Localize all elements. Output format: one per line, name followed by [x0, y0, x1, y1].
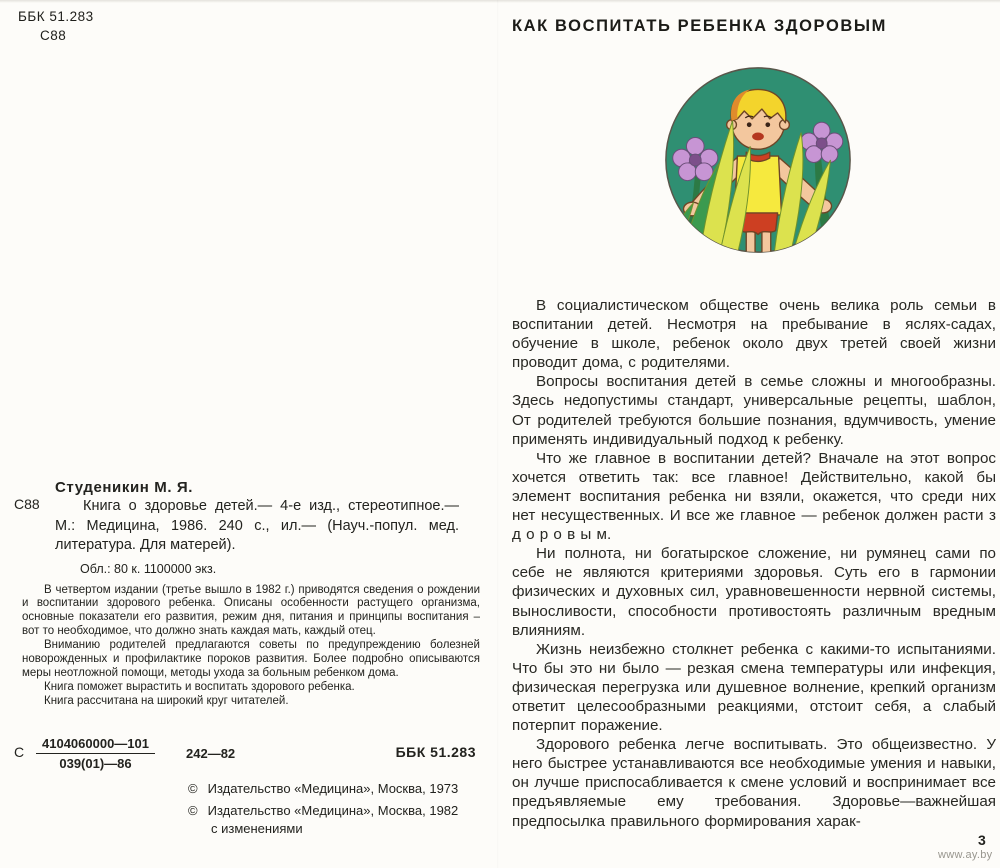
grass-leaf [662, 203, 693, 258]
chapter-title: КАК ВОСПИТАТЬ РЕБЕНКА ЗДОРОВЫМ [512, 17, 887, 35]
copyright-icon: © [188, 803, 198, 818]
body-paragraph: Вопросы воспитания детей в семье сложны и многообразны. Здесь недопустимы стандарт, универсальные рецепты, шаблон, От родителей требуются большие познания, вдумчивость, умение применять индивидуальный подход к ребенку. [512, 373, 996, 448]
copyright-icon: © [188, 781, 198, 796]
copyright-line [188, 781, 458, 796]
body-paragraph: В социалистическом обществе очень велика роль семьи в воспитании детей. Несмотря на пребывание в яслях-садах, обучение в школе, ребенок около двух третей своей жизни проводит дома, с родителями. [512, 297, 996, 372]
copyright-note: с изменениями [211, 821, 303, 836]
copyright-text: Издательство «Медицина», Москва, 1973 [207, 781, 459, 796]
copyright-text: Издательство «Медицина», Москва, 1982 [207, 803, 459, 818]
code-denominator: 039(01)—86 [59, 756, 132, 771]
page-gutter [497, 0, 499, 868]
cover-price-note: Обл.: 80 к. 1100000 экз. [80, 561, 217, 576]
code-prefix: С [14, 744, 25, 760]
annotation-paragraph: В четвертом издании (третье вышло в 1982 г.) приводятся сведения о рождении и воспитании здорового ребенка. Описаны особенности растущего организма, основные показатели его развития, режим дня, питания и принципы воспитания – вот то необходимое, что должно знать каждая мать, каждый отец. [22, 583, 480, 638]
body-paragraph: Ни полнота, ни богатырское сложение, ни румянец сами по себе не являются критериями здоровья. Суть его в гармонии физических и духовных сил, уравновешенности нервной системы, выносливости, способности противостоять различным вредным влияниям. [512, 545, 996, 639]
catalog-entry: Книга о здоровье детей.— 4-е изд., стереотипное.— М.: Медицина, 1986. 240 с., ил.— (Науч.-попул. мед. литература. Для матерей). [55, 498, 459, 553]
code-fraction [36, 736, 155, 771]
code-suffix: 242—82 [186, 746, 236, 761]
body-text [512, 296, 996, 831]
copyright-line [188, 803, 458, 818]
catalog-card [14, 479, 480, 709]
page-number: 3 [978, 832, 986, 848]
bbk-code-bottom: ББК 51.283 [395, 744, 476, 760]
catalog-index: С88 [14, 496, 40, 512]
body-paragraph: Что же главное в воспитании детей? Вначале на этот вопрос хочется ответить так: все главное! Действительно, какой бы элемент воспитания ребенка ни взяли, окажется, что среди них нет несущественных. И все же главное — ребенок должен расти з д о р о в ы м. [512, 449, 996, 544]
boy-illustration [660, 62, 856, 258]
body-paragraph: Жизнь неизбежно столкнет ребенка с какими-то испытаниями. Что бы это ни было — резкая смена температуры или инфекция, физическая перегрузка или душевное волнение, крепкий организм ответит целесообразными реакциями, отстоит себя, а слабый потерпит поражение. [512, 640, 996, 735]
body-paragraph: Здорового ребенка легче воспитывать. Это общеизвестно. У него быстрее устанавливаются все необходимые умения и навыки, он лучше приспосабливается к смене условий и воспринимает все предъявляемые ему требования. Здоровье—важнейшая предпосылка правильного формирования харак- [512, 736, 996, 830]
annotation-paragraph: Вниманию родителей предлагаются советы по предупреждению болезней новорожденных и профилактике пороков развития. Более подробно описываются меры неотложной помощи, методы ухода за больным ребенком дома. [22, 639, 480, 679]
bbk-code: ББК 51.283 [18, 9, 94, 24]
bbk-classification-header [18, 9, 94, 43]
author-sign-code: С88 [40, 28, 67, 43]
annotation-paragraph: Книга поможет вырастить и воспитать здорового ребенка. [44, 680, 355, 693]
catalog-author: Студеникин М. Я. [55, 479, 194, 496]
copyright-block [188, 781, 458, 836]
scan-edge [0, 0, 1000, 3]
annotation-block [22, 584, 480, 709]
annotation-paragraph: Книга рассчитана на широкий круг читателей. [44, 694, 289, 707]
catalog-code-line [14, 736, 480, 772]
watermark: www.ay.by [938, 849, 993, 861]
code-numerator: 4104060000—101 [36, 736, 155, 754]
